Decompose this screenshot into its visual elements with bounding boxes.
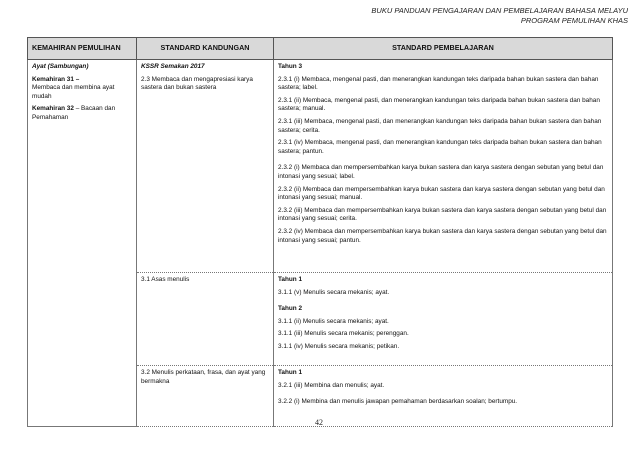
column-header-standard-pembelajaran: STANDARD PEMBELAJARAN	[274, 38, 613, 60]
table-row	[28, 60, 613, 273]
sk-text: 3.1 Asas menulis	[141, 275, 190, 283]
tahun-title: Tahun 3	[278, 63, 303, 70]
sp-item: 3.1.1 (ii) Menulis secara mekanis; ayat.	[278, 317, 389, 325]
kssr-title: KSSR Semakan 2017	[141, 63, 205, 70]
standard-pembelajaran-cell	[274, 60, 613, 273]
standard-kandungan-cell	[137, 60, 274, 273]
page-number: 42	[315, 418, 323, 427]
document-header	[371, 6, 628, 26]
standard-pembelajaran-cell	[274, 272, 613, 365]
kemahiran-title: Ayat (Sambungan)	[32, 63, 89, 70]
sp-item: 3.1.1 (iii) Menulis secara mekanis; perenggan.	[278, 330, 409, 338]
sp-item: 2.3.2 (iii) Membaca dan mempersembahkan karya bukan sastera dan karya sastera dengan sebutan yang betul dan intonasi yang sesuai; cerita.	[278, 206, 607, 223]
sp-item: 3.2.1 (iii) Membina dan menulis; ayat.	[278, 381, 385, 389]
sp-item: 2.3.1 (iv) Membaca, mengenal pasti, dan menerangkan kandungan teks daripada bahan bukan sastera dan bahan sastera; pantun.	[278, 139, 602, 155]
tahun-title: Tahun 2	[278, 305, 303, 313]
sp-item: 2.3.1 (i) Membaca, mengenal pasti, dan menerangkan kandungan teks daripada bahan bukan sastera dan bahan sastera; label.	[278, 75, 599, 92]
sp-item: 3.1.1 (v) Menulis secara mekanis; ayat.	[278, 288, 390, 296]
sp-item: 3.1.1 (iv) Menulis secara mekanis; petikan.	[278, 342, 400, 350]
table-header-row	[28, 38, 613, 60]
tahun-title: Tahun 1	[278, 275, 303, 283]
sp-item: 3.2.2 (i) Membina dan menulis jawapan pemahaman berdasarkan soalan; bertumpu.	[278, 398, 518, 406]
sk-text: 3.2 Menulis perkataan, frasa, dan ayat yang bermakna	[141, 369, 266, 385]
tahun-title: Tahun 1	[278, 369, 303, 376]
column-header-kemahiran: KEMAHIRAN PEMULIHAN	[28, 38, 137, 60]
sp-item: 2.3.2 (i) Membaca dan mempersembahkan karya bukan sastera dan karya sastera dengan sebutan yang betul dan intonasi yang sesuai; label.	[278, 164, 604, 180]
kemahiran-cell	[28, 60, 137, 427]
header-line-2: PROGRAM PEMULIHAN KHAS	[520, 16, 628, 25]
kemahiran-31-label: Kemahiran 31 –	[32, 75, 80, 83]
sp-item: 2.3.2 (ii) Membaca dan mempersembahkan karya bukan sastera dan karya sastera dengan sebutan yang betul dan intonasi yang sesuai; manual.	[278, 185, 605, 202]
sp-item: 2.3.1 (iii) Membaca, mengenal pasti, dan menerangkan kandungan teks daripada bahan bukan sastera dan bahan sastera; cerita.	[278, 117, 602, 134]
kemahiran-32-label: Kemahiran 32	[32, 105, 74, 113]
kemahiran-32-text: – Bacaan dan Pemahaman	[32, 105, 116, 121]
column-header-standard-kandungan: STANDARD KANDUNGAN	[137, 38, 274, 60]
header-line-1: BUKU PANDUAN PENGAJARAN DAN PEMBELAJARAN BAHASA MELAYU	[371, 6, 628, 15]
sp-item: 2.3.1 (ii) Membaca, mengenal pasti, dan menerangkan kandungan teks daripada bahan bukan sastera dan bahan sastera; manual.	[278, 96, 600, 113]
sp-item: 2.3.2 (iv) Membaca dan mempersembahkan karya bukan sastera dan karya sastera dengan sebutan yang betul dan intonasi yang sesuai; pantun.	[278, 227, 607, 244]
standard-kandungan-cell	[137, 272, 274, 365]
curriculum-table	[27, 37, 613, 427]
kemahiran-31-text: Membaca dan membina ayat mudah	[32, 84, 115, 100]
sk-text: 2.3 Membaca dan mengapresiasi karya sastera dan bukan sastera	[141, 75, 253, 92]
